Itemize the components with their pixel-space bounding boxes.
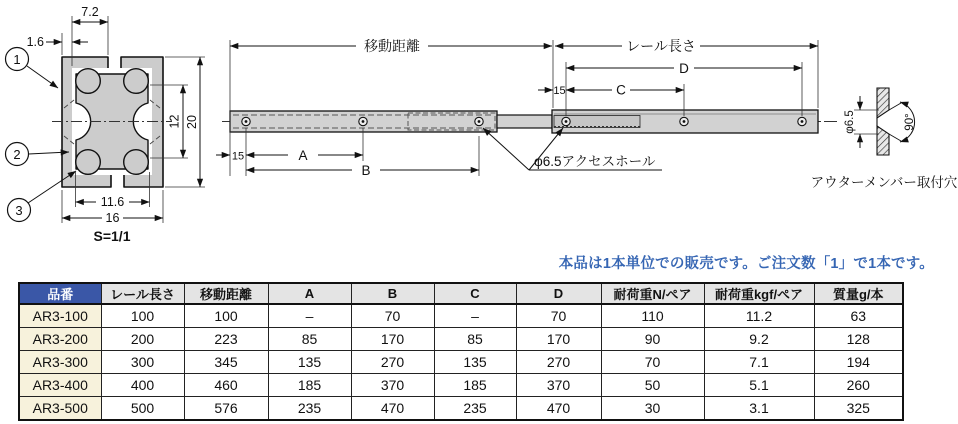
- col-header: 耐荷重N/ペア: [601, 283, 704, 304]
- col-header: C: [434, 283, 516, 304]
- callout-2: [6, 143, 70, 166]
- dim-hole-dia: φ6.5: [844, 110, 856, 134]
- value-cell: 7.1: [704, 351, 814, 374]
- value-cell: 128: [814, 328, 903, 351]
- col-header: 耐荷重kgf/ペア: [704, 283, 814, 304]
- scale-label: S=1/1: [93, 228, 131, 244]
- spec-table-container: [18, 282, 904, 421]
- part-number-cell: AR3-100: [19, 304, 101, 328]
- callout-1: [6, 48, 59, 89]
- dim-16: 16: [105, 211, 120, 225]
- col-header: 移動距離: [184, 283, 268, 304]
- table-row: [19, 374, 903, 397]
- dim-15-left: 15: [231, 150, 245, 163]
- header-row: [19, 283, 903, 304]
- cross-section-view: [6, 5, 206, 244]
- spec-table: [18, 282, 904, 421]
- value-cell: 345: [184, 351, 268, 374]
- value-cell: 50: [601, 374, 704, 397]
- value-cell: –: [268, 304, 351, 328]
- value-cell: 135: [268, 351, 351, 374]
- value-cell: 270: [516, 351, 601, 374]
- col-header: 質量g/本: [814, 283, 903, 304]
- end-view: [811, 88, 958, 190]
- value-cell: 170: [516, 328, 601, 351]
- callout-2-number: 2: [13, 146, 21, 162]
- dim-B: B: [361, 162, 371, 178]
- value-cell: 500: [101, 397, 184, 421]
- col-header: レール長さ: [101, 283, 184, 304]
- dim-D: D: [679, 61, 689, 76]
- end-view-caption: アウターメンバー取付穴: [810, 175, 958, 190]
- value-cell: 170: [351, 328, 434, 351]
- value-cell: 185: [268, 374, 351, 397]
- col-header: D: [516, 283, 601, 304]
- value-cell: 400: [101, 374, 184, 397]
- dim-12: 12: [167, 114, 182, 129]
- table-row: [19, 351, 903, 374]
- value-cell: 370: [516, 374, 601, 397]
- dim-rail-length: レール長さ: [626, 38, 696, 54]
- ev-extension-lines: [854, 110, 879, 134]
- part-number-cell: AR3-200: [19, 328, 101, 351]
- value-cell: 300: [101, 351, 184, 374]
- value-cell: 11.2: [704, 304, 814, 328]
- plate-upper: [877, 88, 889, 118]
- value-cell: 9.2: [704, 328, 814, 351]
- intermediate-bar: [497, 115, 552, 128]
- value-cell: 85: [268, 328, 351, 351]
- table-row: [19, 304, 903, 328]
- dim-15-right: 15: [553, 85, 566, 97]
- value-cell: 270: [351, 351, 434, 374]
- dim-C: C: [616, 82, 626, 98]
- value-cell: 70: [351, 304, 434, 328]
- sv-extension-lines: [230, 40, 818, 176]
- value-cell: 70: [601, 351, 704, 374]
- dim-travel: 移動距離: [364, 38, 420, 54]
- value-cell: 194: [814, 351, 903, 374]
- plate-lower: [877, 126, 889, 155]
- part-number-cell: AR3-300: [19, 351, 101, 374]
- table-row: [19, 328, 903, 351]
- value-cell: 576: [184, 397, 268, 421]
- value-cell: 470: [351, 397, 434, 421]
- value-cell: 200: [101, 328, 184, 351]
- value-cell: 30: [601, 397, 704, 421]
- dim-11-6: 11.6: [100, 195, 125, 209]
- part-number-cell: AR3-400: [19, 374, 101, 397]
- table-row: [19, 397, 903, 421]
- value-cell: 470: [516, 397, 601, 421]
- value-cell: 235: [434, 397, 516, 421]
- access-hole-label: φ6.5アクセスホール: [534, 154, 656, 169]
- value-cell: –: [434, 304, 516, 328]
- value-cell: 3.1: [704, 397, 814, 421]
- value-cell: 100: [184, 304, 268, 328]
- value-cell: 325: [814, 397, 903, 421]
- dim-angle: 90°: [904, 113, 916, 131]
- sales-note: 本品は1本単位での販売です。ご注文数「1」で1本です。: [558, 256, 934, 272]
- part-number-cell: AR3-500: [19, 397, 101, 421]
- value-cell: 185: [434, 374, 516, 397]
- value-cell: 90: [601, 328, 704, 351]
- dim-20: 20: [185, 115, 199, 129]
- value-cell: 370: [351, 374, 434, 397]
- value-cell: 70: [516, 304, 601, 328]
- callout-1-number: 1: [13, 51, 21, 67]
- value-cell: 63: [814, 304, 903, 328]
- value-cell: 85: [434, 328, 516, 351]
- value-cell: 260: [814, 374, 903, 397]
- side-view: [216, 38, 838, 178]
- dim-1-6: 1.6: [26, 35, 44, 49]
- col-header: A: [268, 283, 351, 304]
- col-header: B: [351, 283, 434, 304]
- value-cell: 5.1: [704, 374, 814, 397]
- col-header-part-number: 品番: [19, 283, 101, 304]
- dim-A: A: [298, 147, 308, 163]
- value-cell: 460: [184, 374, 268, 397]
- value-cell: 223: [184, 328, 268, 351]
- callout-3-number: 3: [15, 202, 23, 218]
- value-cell: 110: [601, 304, 704, 328]
- dim-7-2: 7.2: [81, 5, 99, 19]
- value-cell: 135: [434, 351, 516, 374]
- value-cell: 235: [268, 397, 351, 421]
- value-cell: 100: [101, 304, 184, 328]
